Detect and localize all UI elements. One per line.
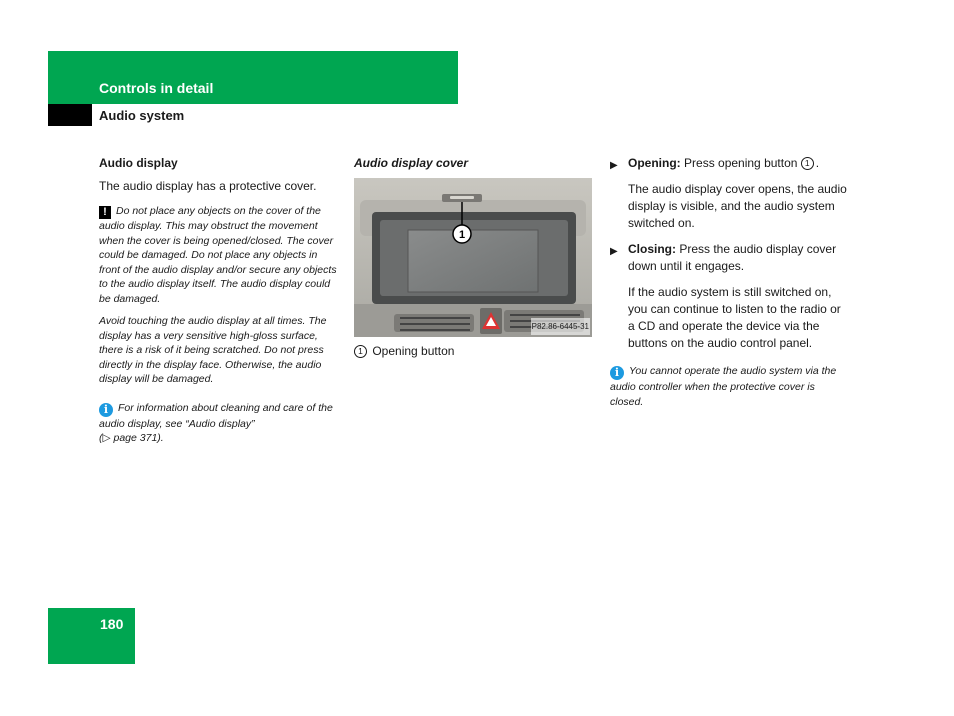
warning-note-2: Avoid touching the audio display at all times. The display has a very sensitive high-gloss surface, there is a risk of it being scratched. Do not press directly in the display face. Otherwise, the audio display will be damaged. [99, 315, 327, 385]
section-title: Audio system [99, 108, 185, 123]
warning-note [99, 204, 339, 306]
page-number-box [48, 608, 135, 664]
chapter-title: Controls in detail [99, 80, 214, 96]
caption-number-1: 1 [354, 345, 367, 358]
warning-text: Do not place any objects on the cover of the audio display. This may obstruct the movement when the cover is being opened/closed. The cover could be damaged. Do not place any objects in front of the audio display and/or secure any objects to the audio display itself. The audio display could be damaged. [99, 205, 337, 305]
info-text-controller: You cannot operate the audio system via the audio controller when the protective cover is closed. [610, 365, 837, 408]
figure-id: P82.86-6445-31 [531, 318, 590, 335]
header-band [48, 51, 458, 104]
caption-text: Opening button [372, 344, 455, 358]
warning-icon: ! [99, 206, 111, 219]
dashboard-illustration [354, 178, 592, 337]
closing-text: Press the audio display cover down until it engages. [628, 242, 837, 273]
bullet-arrow-icon: ▶ [610, 160, 618, 171]
section-marker [48, 104, 92, 126]
info-note-controller [610, 364, 850, 409]
heading-audio-display: Audio display [99, 156, 178, 170]
intro-text: The audio display has a protective cover. [99, 179, 317, 193]
opening-button-number: 1 [801, 157, 814, 170]
info-text: For information about cleaning and care of the audio display, see “Audio display” [99, 401, 333, 430]
opening-period: . [815, 156, 820, 170]
column-audio-display [99, 155, 339, 454]
closing-label: Closing: [628, 242, 676, 256]
page-number: 180 [100, 616, 124, 632]
heading-display-cover: Audio display cover [354, 156, 469, 170]
opening-result: The audio display cover opens, the audio display is visible, and the audio system switched on. [628, 182, 847, 230]
opening-text: Press opening button [684, 156, 798, 170]
info-icon: i [99, 403, 113, 417]
figure-caption [354, 343, 594, 360]
info-note [99, 401, 339, 446]
step-closing [610, 241, 850, 275]
figure-callout-1: 1 [458, 229, 466, 241]
opening-label: Opening: [628, 156, 681, 170]
step-opening [610, 155, 850, 172]
closing-note: If the audio system is still switched on, you can continue to listen to the radio or a CD and operate the device via the buttons on the audio control panel. [628, 285, 841, 350]
bullet-arrow-icon: ▶ [610, 246, 618, 257]
column-instructions [610, 155, 850, 417]
info-page-ref: (▷ page 371). [99, 432, 164, 444]
column-display-cover [354, 155, 594, 360]
info-icon: i [610, 366, 624, 380]
audio-display-photo [354, 178, 592, 337]
